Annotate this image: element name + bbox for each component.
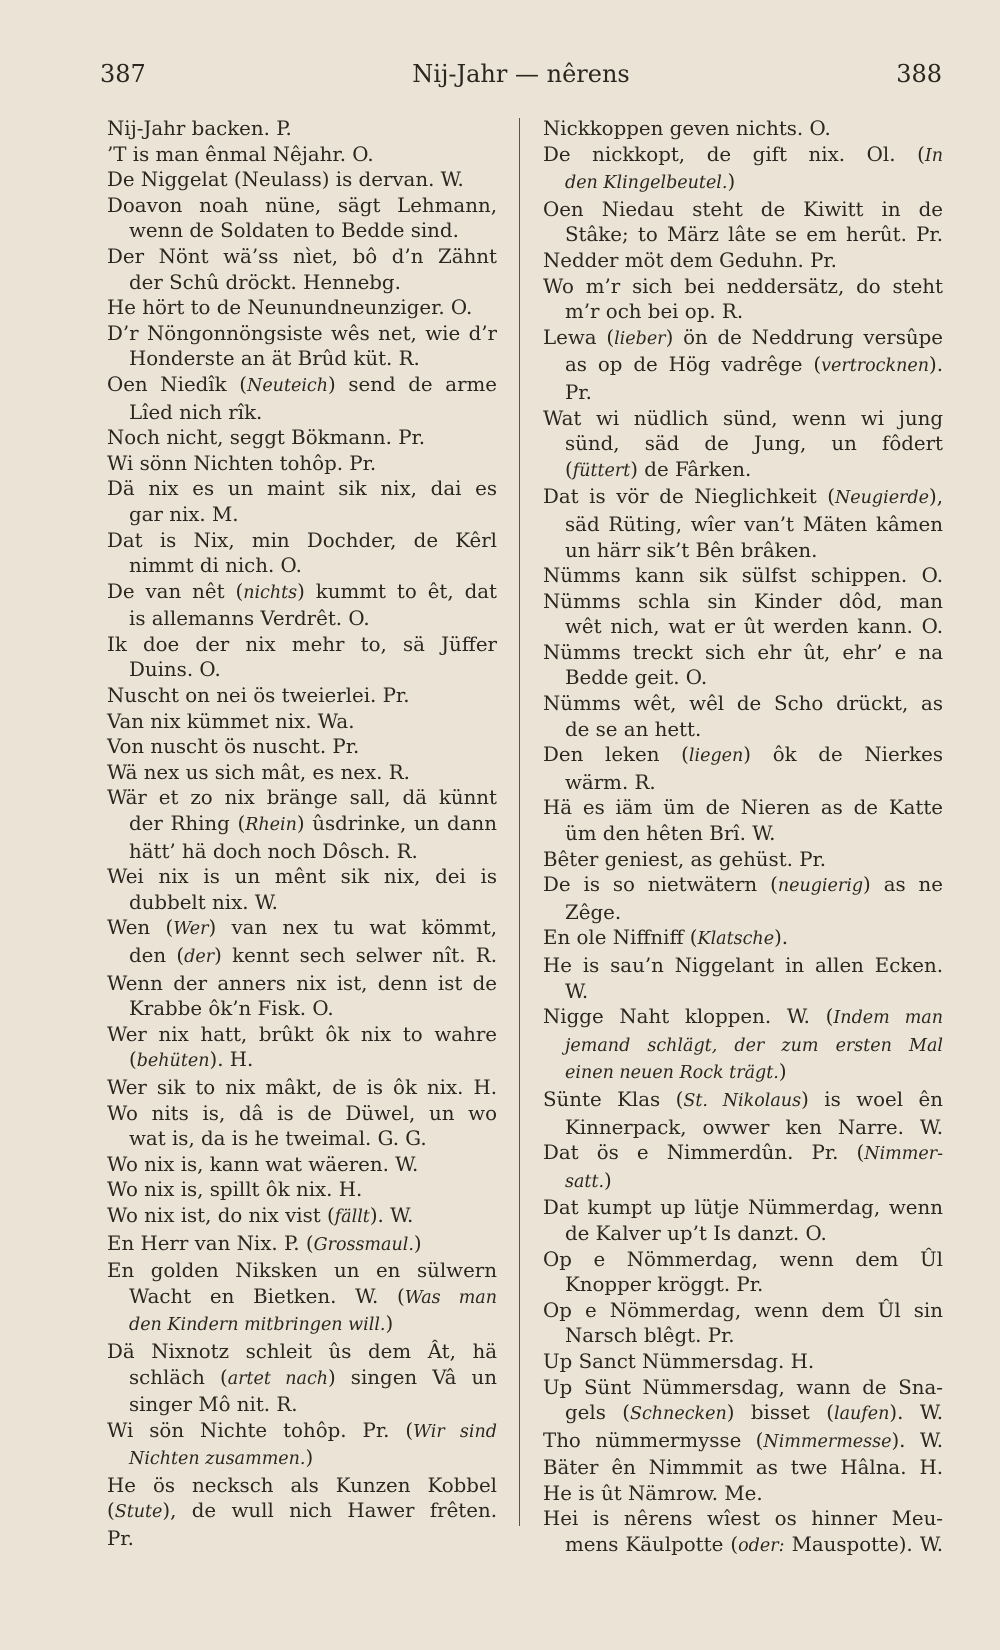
text-line: is allemanns Verdrêt. O. xyxy=(129,607,370,631)
text-line: He ös necksch als Kunzen Kobbel xyxy=(107,1473,497,1497)
text-line: ’T is man ênmal Nêjahr. O. xyxy=(107,142,374,166)
text-line: He hört to de Neunundneunziger. O. xyxy=(107,296,473,320)
text-line: schläch (artet nach) singen Vâ un xyxy=(129,1365,497,1389)
text-line: Wo nix is, kann wat wäeren. W. xyxy=(107,1152,419,1176)
text-line: Op e Nömmerdag, wenn dem Ûl sin xyxy=(543,1298,943,1322)
text-line: Wei nix is un mênt sik nix, dei is xyxy=(107,865,497,889)
text-line: Wi sön Nichte tohôp. Pr. (Wir sind xyxy=(107,1418,497,1442)
text-line: Bedde geit. O. xyxy=(565,666,708,690)
text-line: Up Sünt Nümmersdag, wann de Sna- xyxy=(543,1375,943,1399)
page-number-left: 387 xyxy=(100,60,146,88)
text-line: einen neuen Rock trägt.) xyxy=(565,1060,787,1084)
text-line: un härr sik’t Bên brâken. xyxy=(565,538,818,562)
text-line: En ole Niffniff (Klatsche). xyxy=(543,926,789,950)
text-line: satt.) xyxy=(565,1168,612,1192)
text-line: Von nuscht ös nuscht. Pr. xyxy=(107,735,360,759)
text-line: den Kindern mitbringen will.) xyxy=(129,1312,394,1336)
text-line: (behüten). H. xyxy=(129,1048,254,1072)
text-line: de Kalver up’t Is danzt. O. xyxy=(565,1221,827,1245)
text-line: Wo nits is, dâ is de Düwel, un wo xyxy=(107,1101,497,1125)
text-line: Wi sönn Nichten tohôp. Pr. xyxy=(107,451,377,475)
text-line: Wer nix hatt, brûkt ôk nix to wahre xyxy=(107,1022,497,1046)
text-line: Wo nix is, spillt ôk nix. H. xyxy=(107,1178,363,1202)
text-line: gels (Schnecken) bisset (laufen). W. xyxy=(565,1401,943,1425)
text-line: Wär et zo nix bränge sall, dä künnt xyxy=(107,786,497,810)
running-header xyxy=(100,52,942,92)
text-line: m’r och bei op. R. xyxy=(565,300,744,324)
text-line: de se an hett. xyxy=(565,717,702,741)
text-line: Bäter ên Nimmmit as twe Hâlna. H. xyxy=(543,1456,943,1480)
text-line: Op e Nömmerdag, wenn dem Ûl xyxy=(543,1247,943,1271)
left-column xyxy=(107,116,497,1552)
text-line: En golden Niksken un en sülwern xyxy=(107,1259,497,1283)
text-line: Nij-Jahr backen. P. xyxy=(107,117,292,140)
text-line: Dä nix es un maint sik nix, dai es xyxy=(107,477,497,501)
text-line: Nümms wêt, wêl de Scho drückt, as xyxy=(543,692,943,716)
text-line: hätt’ hä doch noch Dôsch. R. xyxy=(129,839,418,863)
text-line: Dat kumpt up lütje Nümmerdag, wenn xyxy=(543,1196,943,1220)
text-line: Hä es iäm üm de Nieren as de Katte xyxy=(543,796,943,820)
text-line: Duins. O. xyxy=(129,658,221,682)
text-line: Zêge. xyxy=(565,900,622,924)
text-line: Krabbe ôk’n Fisk. O. xyxy=(129,997,334,1021)
text-line: mens Käulpotte (oder: Mauspotte). W. xyxy=(565,1533,943,1557)
text-line: säd Rüting, wîer van’t Mäten kâmen xyxy=(565,512,943,536)
text-line: Den leken (liegen) ôk de Nierkes xyxy=(543,743,943,767)
text-line: Der Nönt wä’ss nìet, bô d’n Zähnt xyxy=(107,244,497,268)
text-line: Pr. xyxy=(107,1527,134,1551)
text-line: Stâke; to März lâte se em herût. Pr. xyxy=(565,223,943,247)
text-line: sünd, säd de Jung, un fôdert xyxy=(565,432,943,456)
text-line: En Herr van Nix. P. (Grossmaul.) xyxy=(107,1231,422,1255)
text-line: der Schû dröckt. Hennebg. xyxy=(129,270,401,294)
text-line: (füttert) de Fârken. xyxy=(565,457,752,481)
text-line: Wacht en Bietken. W. (Was man xyxy=(129,1284,497,1308)
text-line: Wat wi nüdlich sünd, wenn wi jung xyxy=(543,406,943,430)
text-line: (Stute), de wull nich Hawer frêten. xyxy=(107,1499,497,1523)
text-line: Tho nümmermysse (Nimmermesse). W. xyxy=(543,1428,943,1452)
text-line: Nichten zusammen.) xyxy=(129,1446,314,1470)
text-line: Dä Nixnotz schleit ûs dem Ât, hä xyxy=(107,1339,497,1363)
column-divider xyxy=(519,118,520,1526)
text-line: W. xyxy=(565,979,589,1003)
page-number-right: 388 xyxy=(896,60,942,88)
text-line: Kinnerpack, owwer ken Narre. W. xyxy=(565,1115,943,1139)
text-line: Bêter geniest, as gehüst. Pr. xyxy=(543,847,827,871)
text-line: Van nix kümmet nix. Wa. xyxy=(107,709,355,733)
text-line: Pr. xyxy=(565,380,592,404)
text-line: Ik doe der nix mehr to, sä Jüffer xyxy=(107,632,497,656)
text-line: as op de Hög vadrêge (vertrocknen). xyxy=(565,353,943,377)
text-line: Up Sanct Nümmersdag. H. xyxy=(543,1349,815,1373)
text-line: Wen (Wer) van nex tu wat kömmt, xyxy=(107,916,498,940)
text-line: dubbelt nix. W. xyxy=(129,890,278,914)
text-line: Hei is nêrens wîest os hinner Meu- xyxy=(543,1507,943,1531)
right-column xyxy=(543,116,943,1560)
text-line: Nuscht on nei ös tweierlei. Pr. xyxy=(107,684,410,708)
text-line: Dat is Nix, min Dochder, de Kêrl xyxy=(107,528,497,552)
text-line: He is ût Nämrow. Me. xyxy=(543,1481,763,1505)
text-line: Doavon noah nüne, sägt Lehmann, xyxy=(107,193,497,217)
text-line: Knopper kröggt. Pr. xyxy=(565,1273,764,1297)
text-line: Nümms treckt sich ehr ût, ehr’ e na xyxy=(543,640,943,664)
text-line: Wenn der anners nix ist, denn ist de xyxy=(107,971,497,995)
text-line: Nümms schla sin Kinder dôd, man xyxy=(543,589,943,613)
text-line: Nedder möt dem Geduhn. Pr. xyxy=(543,248,837,272)
text-line: De is so nietwätern (neugierig) as ne xyxy=(543,873,944,897)
text-line: den (der) kennt sech selwer nît. R. xyxy=(129,944,497,967)
text-line: De nickkopt, de gift nix. Ol. (In xyxy=(543,142,943,166)
text-line: den Klingelbeutel.) xyxy=(565,170,736,194)
text-line: Noch nicht, seggt Bökmann. Pr. xyxy=(107,426,426,450)
text-line: Wer sik to nix mâkt, de is ôk nix. H. xyxy=(107,1075,497,1099)
text-line: singer Mô nit. R. xyxy=(129,1393,298,1417)
text-line: Wo nix ist, do nix vist (fällt). W. xyxy=(107,1203,414,1227)
text-line: Dat is vör de Nieglichkeit (Neugierde), xyxy=(543,485,943,509)
text-line: Nickkoppen geven nichts. O. xyxy=(543,117,831,140)
text-line: der Rhing (Rhein) ûsdrinke, un dann xyxy=(129,812,497,836)
text-line: Nümms kann sik sülfst schippen. O. xyxy=(543,564,943,588)
text-line: üm den hêten Brî. W. xyxy=(565,822,776,846)
text-line: Dat ös e Nimmerdûn. Pr. (Nimmer- xyxy=(543,1141,943,1165)
text-line: jemand schlägt, der zum ersten Mal xyxy=(565,1035,943,1056)
text-line: nimmt di nich. O. xyxy=(129,554,302,578)
text-line: D’r Nöngonnöngsiste wês net, wie d’r xyxy=(107,321,497,345)
text-line: wärm. R. xyxy=(565,770,656,794)
text-line: gar nix. M. xyxy=(129,502,239,526)
text-line: Nigge Naht kloppen. W. (Indem man xyxy=(543,1005,943,1029)
text-line: Wä nex us sich mât, es nex. R. xyxy=(107,760,410,784)
text-line: wenn de Soldaten to Bedde sind. xyxy=(129,219,459,243)
text-line: Sünte Klas (St. Nikolaus) is woel ên xyxy=(543,1087,944,1111)
text-line: wêt nich, wat er ût werden kann. O. xyxy=(565,615,943,639)
text-line: Honderste an ät Brûd küt. R. xyxy=(129,347,420,371)
text-line: Wo m’r sich bei neddersätz, do steht xyxy=(543,274,943,298)
text-line: Oen Niedau steht de Kiwitt in de xyxy=(543,197,943,221)
text-line: De Niggelat (Neulass) is dervan. W. xyxy=(107,168,464,192)
text-line: He is sau’n Niggelant in allen Ecken. xyxy=(543,954,943,977)
text-line: wat is, da is he tweimal. G. G. xyxy=(129,1127,427,1151)
text-line: Oen Niedîk (Neuteich) send de arme xyxy=(107,372,497,396)
text-line: De van nêt (nichts) kummt to êt, dat xyxy=(107,579,497,603)
text-line: Lîed nich rîk. xyxy=(129,400,263,424)
running-title: Nij-Jahr — nêrens xyxy=(412,60,630,88)
text-line: Lewa (lieber) ön de Neddrung versûpe xyxy=(543,325,943,349)
text-line: Narsch blêgt. Pr. xyxy=(565,1324,735,1348)
